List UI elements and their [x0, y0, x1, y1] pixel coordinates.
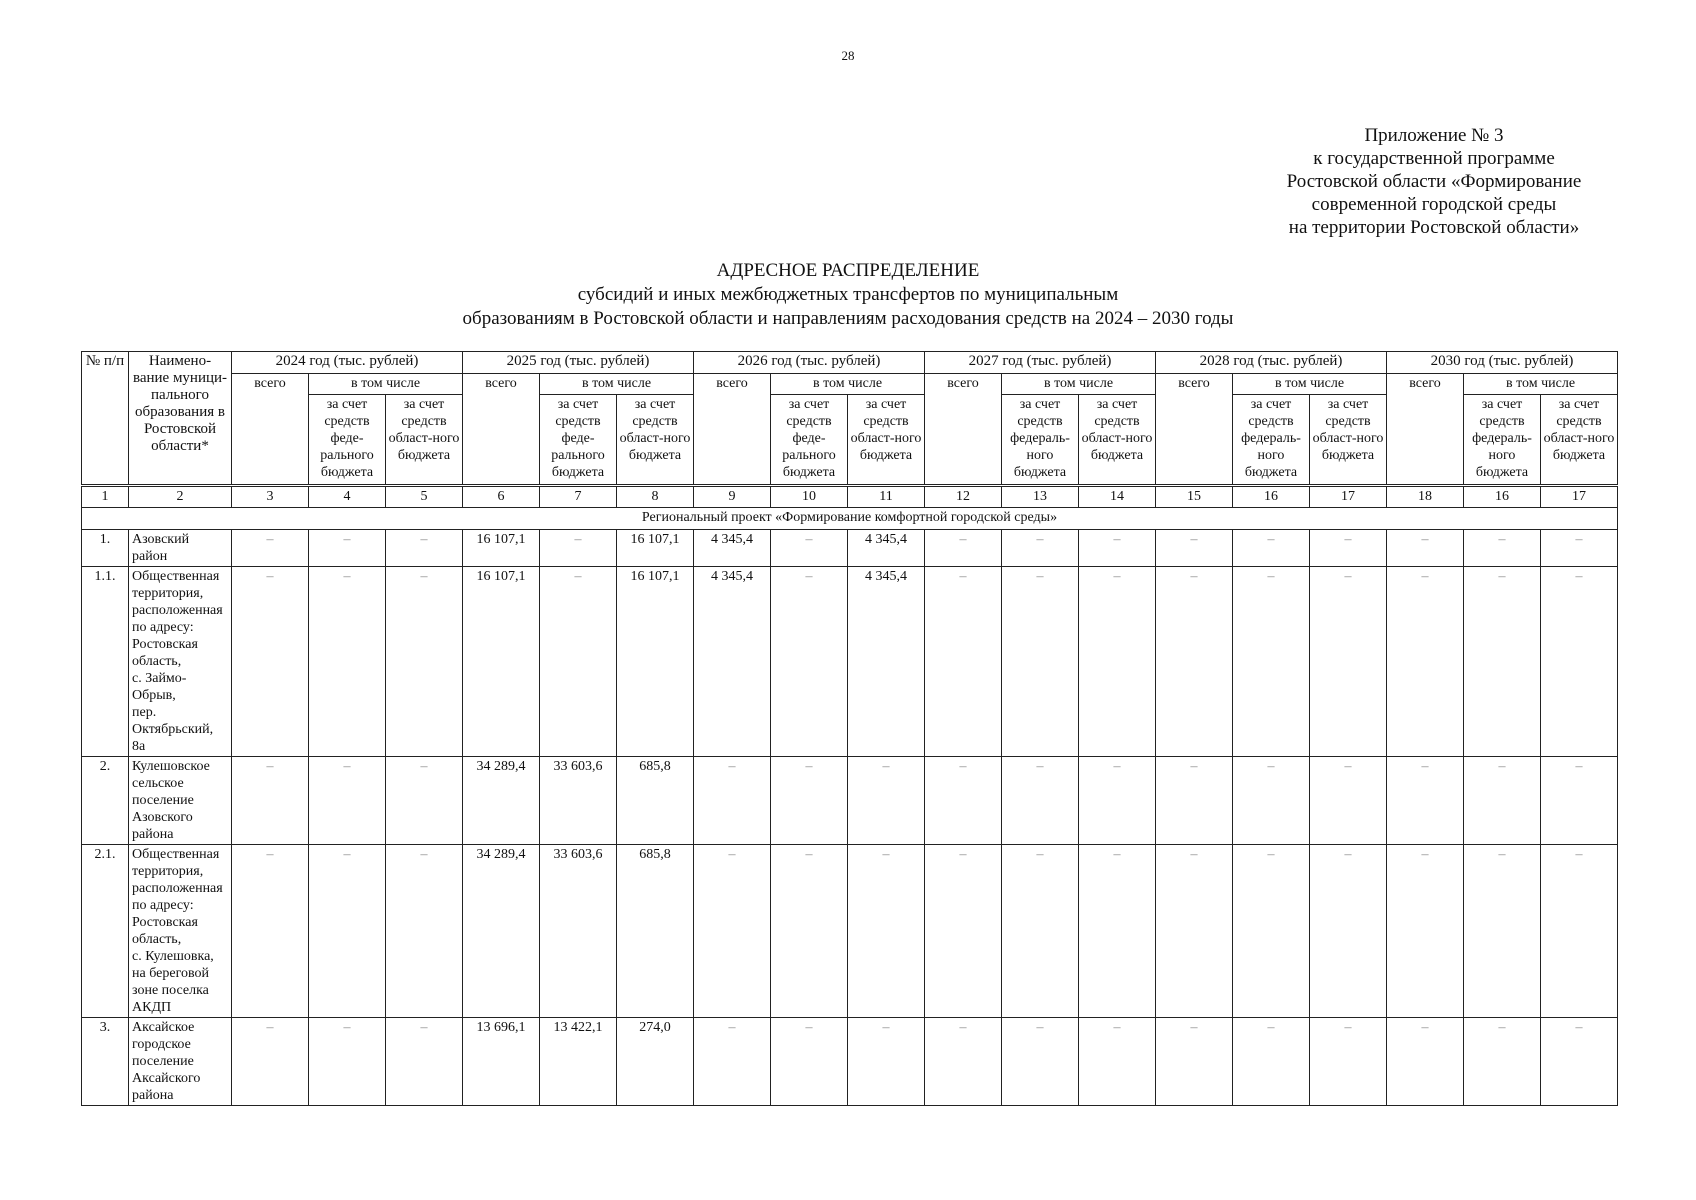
value-cell: –: [848, 845, 925, 1018]
value-cell: –: [1387, 1018, 1464, 1106]
value-cell: –: [1079, 1018, 1156, 1106]
value-cell: 16 107,1: [617, 567, 694, 757]
column-number: 14: [1079, 486, 1156, 508]
appendix-block: [1264, 124, 1604, 239]
header-total: всего: [463, 374, 540, 486]
value-cell: –: [1002, 757, 1079, 845]
table-row: [82, 1018, 1618, 1106]
row-number: 3.: [82, 1018, 129, 1106]
value-cell: 16 107,1: [463, 530, 540, 567]
header-federal-budget: за счет средств феде-рального бюджета: [309, 395, 386, 486]
row-number: 1.1.: [82, 567, 129, 757]
value-cell: –: [309, 530, 386, 567]
page-number: 28: [841, 48, 855, 63]
value-cell: –: [1156, 845, 1233, 1018]
value-cell: 685,8: [617, 845, 694, 1018]
value-cell: –: [1310, 845, 1387, 1018]
header-regional-budget: за счет средств област-ного бюджета: [386, 395, 463, 486]
header-num: № п/п: [82, 352, 129, 486]
value-cell: –: [386, 757, 463, 845]
column-number: 5: [386, 486, 463, 508]
column-number: 3: [232, 486, 309, 508]
value-cell: –: [1079, 757, 1156, 845]
value-cell: –: [1156, 530, 1233, 567]
header-total: всего: [1156, 374, 1233, 486]
value-cell: –: [1002, 1018, 1079, 1106]
value-cell: –: [1079, 845, 1156, 1018]
value-cell: –: [1002, 530, 1079, 567]
value-cell: –: [848, 757, 925, 845]
value-cell: –: [771, 1018, 848, 1106]
value-cell: –: [1541, 530, 1618, 567]
column-number: 2: [129, 486, 232, 508]
value-cell: 4 345,4: [848, 567, 925, 757]
value-cell: –: [232, 845, 309, 1018]
value-cell: –: [232, 530, 309, 567]
value-cell: –: [1079, 567, 1156, 757]
value-cell: –: [771, 845, 848, 1018]
value-cell: 274,0: [617, 1018, 694, 1106]
value-cell: –: [848, 1018, 925, 1106]
header-year: 2025 год (тыс. рублей): [463, 352, 694, 374]
column-number: 17: [1541, 486, 1618, 508]
value-cell: –: [1541, 567, 1618, 757]
value-cell: –: [309, 567, 386, 757]
value-cell: 34 289,4: [463, 757, 540, 845]
municipality-name: Общественная территория, расположенная по адресу: Ростовская область, с. Кулешовка, на береговой зоне поселка АКДП: [129, 845, 232, 1018]
header-regional-budget: за счет средств област-ного бюджета: [1541, 395, 1618, 486]
header-federal-budget: за счет средств федераль-ного бюджета: [1233, 395, 1310, 486]
value-cell: –: [1156, 757, 1233, 845]
value-cell: –: [925, 845, 1002, 1018]
column-number: 1: [82, 486, 129, 508]
header-total: всего: [694, 374, 771, 486]
column-number: 12: [925, 486, 1002, 508]
header-total: всего: [925, 374, 1002, 486]
value-cell: –: [1233, 845, 1310, 1018]
value-cell: 16 107,1: [463, 567, 540, 757]
value-cell: –: [1310, 530, 1387, 567]
value-cell: 33 603,6: [540, 845, 617, 1018]
column-number: 11: [848, 486, 925, 508]
value-cell: –: [540, 530, 617, 567]
column-number: 8: [617, 486, 694, 508]
value-cell: –: [925, 1018, 1002, 1106]
header-name: Наимено-вание муници-пального образования в Ростовской области*: [129, 352, 232, 486]
value-cell: –: [771, 567, 848, 757]
table-row: [82, 567, 1618, 757]
value-cell: –: [1387, 530, 1464, 567]
value-cell: –: [1233, 530, 1310, 567]
header-federal-budget: за счет средств феде-рального бюджета: [771, 395, 848, 486]
header-including: в том числе: [1002, 374, 1156, 395]
value-cell: –: [309, 1018, 386, 1106]
header-federal-budget: за счет средств федераль-ного бюджета: [1002, 395, 1079, 486]
value-cell: –: [771, 757, 848, 845]
value-cell: –: [232, 567, 309, 757]
table-row: [82, 757, 1618, 845]
value-cell: –: [771, 530, 848, 567]
value-cell: –: [309, 757, 386, 845]
value-cell: –: [1464, 1018, 1541, 1106]
table-row: [82, 845, 1618, 1018]
value-cell: –: [1387, 757, 1464, 845]
value-cell: –: [1233, 757, 1310, 845]
column-number: 16: [1233, 486, 1310, 508]
value-cell: –: [925, 530, 1002, 567]
row-number: 1.: [82, 530, 129, 567]
value-cell: –: [1079, 530, 1156, 567]
value-cell: –: [925, 567, 1002, 757]
section-title: Региональный проект «Формирование комфортной городской среды»: [82, 508, 1618, 530]
header-including: в том числе: [1233, 374, 1387, 395]
municipality-name: Общественная территория, расположенная по адресу: Ростовская область, с. Займо-Обрыв, пер. Октябрьский, 8а: [129, 567, 232, 757]
column-number: 17: [1310, 486, 1387, 508]
column-number: 10: [771, 486, 848, 508]
header-regional-budget: за счет средств област-ного бюджета: [1310, 395, 1387, 486]
value-cell: –: [1156, 567, 1233, 757]
value-cell: 4 345,4: [694, 567, 771, 757]
column-number: 13: [1002, 486, 1079, 508]
header-total: всего: [1387, 374, 1464, 486]
row-number: 2.: [82, 757, 129, 845]
value-cell: –: [386, 845, 463, 1018]
column-number: 16: [1464, 486, 1541, 508]
value-cell: –: [1310, 567, 1387, 757]
value-cell: –: [540, 567, 617, 757]
header-federal-budget: за счет средств федераль-ного бюджета: [1464, 395, 1541, 486]
header-total: всего: [232, 374, 309, 486]
header-including: в том числе: [540, 374, 694, 395]
title-line: АДРЕСНОЕ РАСПРЕДЕЛЕНИЕ: [716, 260, 980, 281]
value-cell: –: [309, 845, 386, 1018]
value-cell: –: [694, 757, 771, 845]
header-regional-budget: за счет средств област-ного бюджета: [1079, 395, 1156, 486]
value-cell: –: [1464, 567, 1541, 757]
header-including: в том числе: [309, 374, 463, 395]
row-number: 2.1.: [82, 845, 129, 1018]
value-cell: –: [386, 530, 463, 567]
document-title: [0, 259, 1696, 331]
header-including: в том числе: [771, 374, 925, 395]
value-cell: –: [386, 567, 463, 757]
value-cell: –: [1310, 1018, 1387, 1106]
value-cell: –: [1156, 1018, 1233, 1106]
value-cell: –: [1464, 757, 1541, 845]
title-line: образованиям в Ростовской области и направлениям расходования средств на 2024 – 2030 годы: [462, 308, 1234, 329]
value-cell: –: [1464, 845, 1541, 1018]
municipality-name: Аксайское городское поселение Аксайского района: [129, 1018, 232, 1106]
appendix-line: к государственной программе: [1313, 148, 1555, 169]
header-federal-budget: за счет средств феде-рального бюджета: [540, 395, 617, 486]
value-cell: 13 422,1: [540, 1018, 617, 1106]
value-cell: 4 345,4: [694, 530, 771, 567]
header-regional-budget: за счет средств област-ного бюджета: [848, 395, 925, 486]
header-including: в том числе: [1464, 374, 1618, 395]
appendix-line: на территории Ростовской области»: [1288, 217, 1580, 238]
value-cell: –: [694, 1018, 771, 1106]
municipality-name: Кулешовское сельское поселение Азовского района: [129, 757, 232, 845]
value-cell: –: [1387, 845, 1464, 1018]
value-cell: –: [1464, 530, 1541, 567]
column-number: 18: [1387, 486, 1464, 508]
value-cell: –: [925, 757, 1002, 845]
column-number: 9: [694, 486, 771, 508]
header-year: 2026 год (тыс. рублей): [694, 352, 925, 374]
value-cell: –: [1310, 757, 1387, 845]
appendix-line: Приложение № 3: [1364, 125, 1504, 146]
table-row: [82, 530, 1618, 567]
column-number: 6: [463, 486, 540, 508]
value-cell: 34 289,4: [463, 845, 540, 1018]
value-cell: –: [1002, 845, 1079, 1018]
header-regional-budget: за счет средств област-ного бюджета: [617, 395, 694, 486]
value-cell: 13 696,1: [463, 1018, 540, 1106]
value-cell: –: [1387, 567, 1464, 757]
value-cell: –: [1541, 845, 1618, 1018]
header-year: 2030 год (тыс. рублей): [1387, 352, 1618, 374]
value-cell: 4 345,4: [848, 530, 925, 567]
column-number: 15: [1156, 486, 1233, 508]
header-year: 2027 год (тыс. рублей): [925, 352, 1156, 374]
value-cell: –: [1002, 567, 1079, 757]
value-cell: –: [1541, 1018, 1618, 1106]
column-number: 7: [540, 486, 617, 508]
value-cell: 33 603,6: [540, 757, 617, 845]
value-cell: –: [1233, 1018, 1310, 1106]
value-cell: –: [694, 845, 771, 1018]
value-cell: 16 107,1: [617, 530, 694, 567]
value-cell: 685,8: [617, 757, 694, 845]
value-cell: –: [232, 1018, 309, 1106]
title-line: субсидий и иных межбюджетных трансфертов по муниципальным: [577, 284, 1119, 305]
header-year: 2024 год (тыс. рублей): [232, 352, 463, 374]
column-number: 4: [309, 486, 386, 508]
appendix-line: современной городской среды: [1311, 194, 1557, 215]
distribution-table: [81, 351, 1618, 1106]
value-cell: –: [386, 1018, 463, 1106]
value-cell: –: [1541, 757, 1618, 845]
municipality-name: Азовский район: [129, 530, 232, 567]
value-cell: –: [1233, 567, 1310, 757]
header-year: 2028 год (тыс. рублей): [1156, 352, 1387, 374]
value-cell: –: [232, 757, 309, 845]
appendix-line: Ростовской области «Формирование: [1286, 171, 1582, 192]
